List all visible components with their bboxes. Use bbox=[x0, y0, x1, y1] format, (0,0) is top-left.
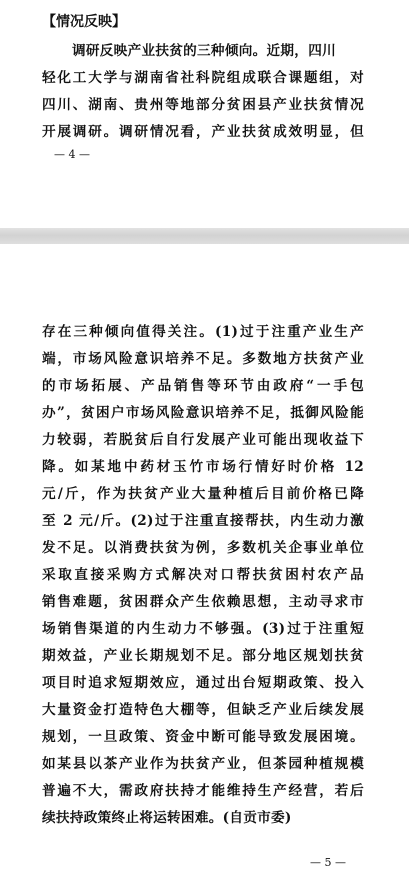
paragraph-line: 规划，一旦政策、资金中断可能导致发展困境。 bbox=[42, 729, 364, 745]
page-separator bbox=[0, 228, 409, 244]
document-page-4 bbox=[0, 0, 409, 228]
paragraph-line: 采取直接采购方式解决对口帮扶贫困村农产品 bbox=[42, 567, 364, 583]
page-number: — 4 — bbox=[54, 148, 90, 161]
paragraph-line: 的市场拓展、产品销售等环节由政府“一手包 bbox=[42, 378, 364, 394]
paragraph-line: 力较弱，若脱贫后自行发展产业可能出现收益下 bbox=[42, 432, 364, 448]
paragraph-line: 续扶持政策终止将运转困难。(自贡市委) bbox=[42, 810, 292, 826]
paragraph-line: 降。如某地中药材玉竹市场行情好时价格 12 bbox=[42, 459, 364, 475]
paragraph-line: 元/斤，作为扶贫产业大量种植后目前价格已降 bbox=[42, 486, 364, 502]
paragraph-line: 大量资金打造特色大棚等，但缺乏产业后续发展 bbox=[42, 702, 364, 718]
paragraph-line: 轻化工大学与湖南省社科院组成联合课题组，对 bbox=[42, 70, 364, 86]
paragraph-line: 存在三种倾向值得关注。(1)过于注重产业生产 bbox=[42, 324, 364, 340]
paragraph-line: 至 2 元/斤。(2)过于注重直接帮扶，内生动力激 bbox=[42, 513, 364, 529]
paragraph-line: 期效益，产业长期规划不足。部分地区规划扶贫 bbox=[42, 648, 364, 664]
paragraph-line: 调研反映产业扶贫的三种倾向。近期，四川 bbox=[72, 43, 336, 59]
paragraph-line: 端，市场风险意识培养不足。多数地方扶贫产业 bbox=[42, 351, 364, 367]
paragraph-line: 发不足。以消费扶贫为例，多数机关企事业单位 bbox=[42, 540, 364, 556]
page-number: — 5 — bbox=[310, 856, 346, 869]
paragraph-line: 项目时追求短期效应，通过出台短期政策、投入 bbox=[42, 675, 364, 691]
section-heading: 【情况反映】 bbox=[42, 14, 126, 30]
paragraph-line: 如某县以茶产业作为扶贫产业，但茶园种植规模 bbox=[42, 756, 364, 772]
paragraph-line: 办”，贫困户市场风险意识培养不足，抵御风险能 bbox=[42, 405, 364, 421]
document-page-5 bbox=[0, 244, 409, 876]
paragraph-line: 销售难题，贫困群众产生依赖思想，主动寻求市 bbox=[42, 594, 364, 610]
paragraph-line: 普遍不大，需政府扶持才能维持生产经营，若后 bbox=[42, 783, 364, 799]
paragraph-line: 四川、湖南、贵州等地部分贫困县产业扶贫情况 bbox=[42, 97, 364, 113]
paragraph-line: 开展调研。调研情况看，产业扶贫成效明显，但 bbox=[42, 124, 364, 140]
paragraph-line: 场销售渠道的内生动力不够强。(3)过于注重短 bbox=[42, 621, 364, 637]
